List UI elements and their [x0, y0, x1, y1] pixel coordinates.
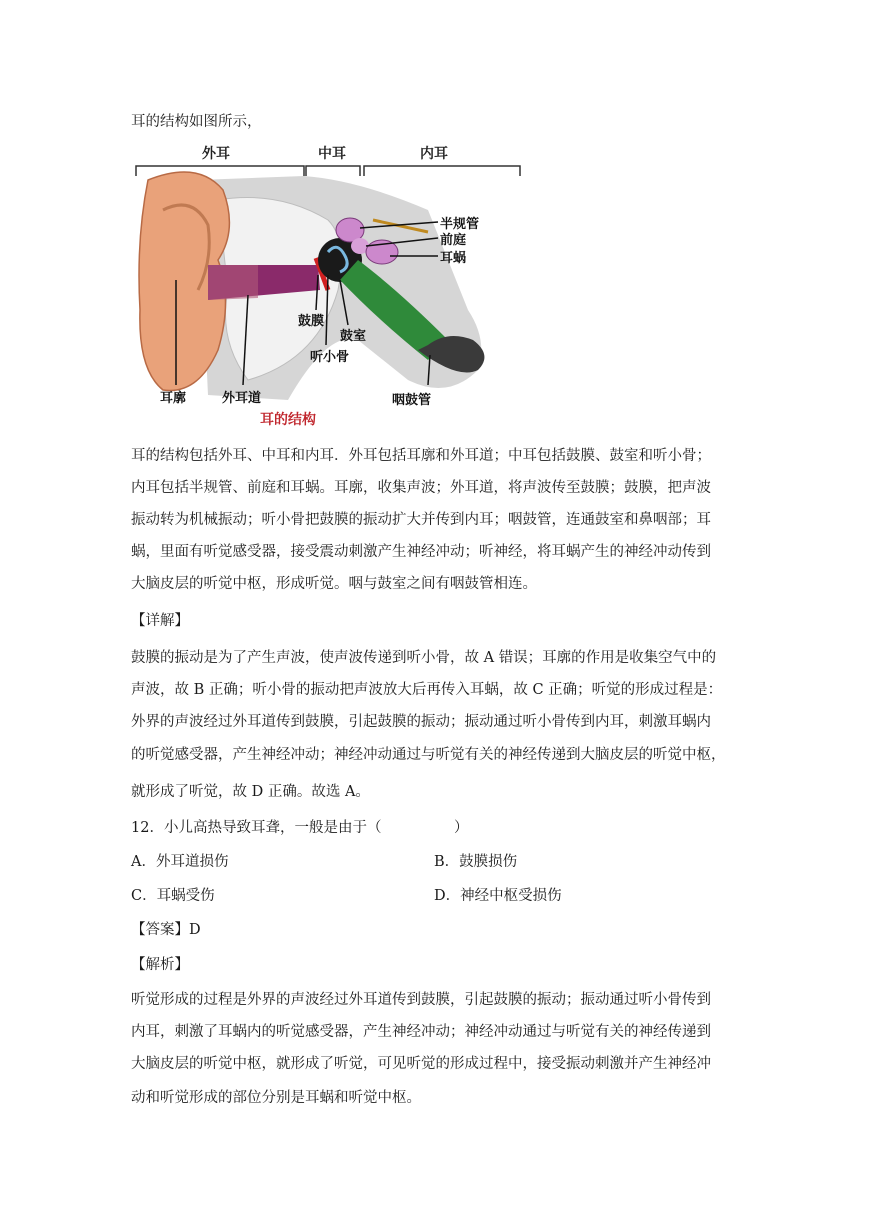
label-vestibule: 前庭	[440, 233, 467, 248]
detail-line: 就形成了听觉，故 D 正确。故选 A。	[131, 784, 370, 800]
label-semicircular: 半规管	[440, 217, 480, 232]
analysis-line: 大脑皮层的听觉中枢，形成听觉。咽与鼓室之间有咽鼓管相连。	[131, 576, 537, 592]
intro-text: 耳的结构如图所示，	[131, 114, 262, 130]
detail-heading: 【详解】	[131, 613, 189, 629]
detail-line: 的听觉感受器，产生神经冲动；神经冲动通过与听觉有关的神经传递到大脑皮层的听觉中枢，	[131, 747, 726, 763]
analysis-line: 耳的结构包括外耳、中耳和内耳．外耳包括耳廓和外耳道；中耳包括鼓膜、鼓室和听小骨；	[131, 448, 711, 464]
answer-line: 【答案】D	[131, 922, 201, 938]
explain-line: 内耳，刺激了耳蜗内的听觉感受器，产生神经冲动；神经冲动通过与听觉有关的神经传递到	[131, 1024, 711, 1040]
label-canal: 外耳道	[222, 391, 262, 406]
option-d: D．神经中枢受损伤	[434, 888, 562, 904]
inner-ear-bracket	[364, 166, 520, 176]
label-eardrum: 鼓膜	[298, 314, 325, 329]
option-a: A．外耳道损伤	[131, 854, 229, 870]
option-b: B．鼓膜损伤	[434, 854, 518, 870]
detail-line: 鼓膜的振动是为了产生声波，使声波传递到听小骨，故 A 错误；耳廓的作用是收集空气中的	[131, 650, 717, 666]
middle-ear-bracket	[306, 166, 360, 176]
label-ossicles: 听小骨	[310, 350, 350, 365]
bracket-label-middle: 中耳	[318, 146, 346, 162]
figure-caption: 耳的结构	[260, 412, 316, 428]
bracket-label-inner: 内耳	[420, 146, 448, 162]
ear-structure-figure	[128, 140, 528, 430]
analysis-line: 内耳包括半规管、前庭和耳蜗。耳廓，收集声波；外耳道，将声波传至鼓膜；鼓膜，把声波	[131, 480, 711, 496]
bracket-label-outer: 外耳	[202, 146, 230, 162]
label-pinna: 耳廓	[160, 391, 187, 406]
explain-line: 大脑皮层的听觉中枢，就形成了听觉，可见听觉的形成过程中，接受振动刺激并产生神经冲	[131, 1056, 711, 1072]
outer-ear-bracket	[136, 166, 304, 176]
analysis-line: 振动转为机械振动；听小骨把鼓膜的振动扩大并传到内耳；咽鼓管，连通鼓室和鼻咽部；耳	[131, 512, 711, 528]
explain-line: 听觉形成的过程是外界的声波经过外耳道传到鼓膜，引起鼓膜的振动；振动通过听小骨传到	[131, 992, 711, 1008]
detail-line: 声波，故 B 正确；听小骨的振动把声波放大后再传入耳蜗，故 C 正确；听觉的形成过程是：	[131, 682, 723, 698]
label-cochlea: 耳蜗	[440, 251, 467, 266]
question-stem: 12．小儿高热导致耳聋，一般是由于（ ）	[131, 820, 469, 836]
option-c: C．耳蜗受伤	[131, 888, 215, 904]
label-eustachian: 咽鼓管	[392, 393, 432, 408]
explain-heading: 【解析】	[131, 957, 189, 973]
detail-line: 外界的声波经过外耳道传到鼓膜，引起鼓膜的振动；振动通过听小骨传到内耳，刺激耳蜗内	[131, 714, 711, 730]
explain-line: 动和听觉形成的部位分别是耳蜗和听觉中枢。	[131, 1090, 421, 1106]
analysis-line: 蜗，里面有听觉感受器，接受震动刺激产生神经冲动；听神经，将耳蜗产生的神经冲动传到	[131, 544, 711, 560]
label-tympanic: 鼓室	[340, 329, 367, 344]
